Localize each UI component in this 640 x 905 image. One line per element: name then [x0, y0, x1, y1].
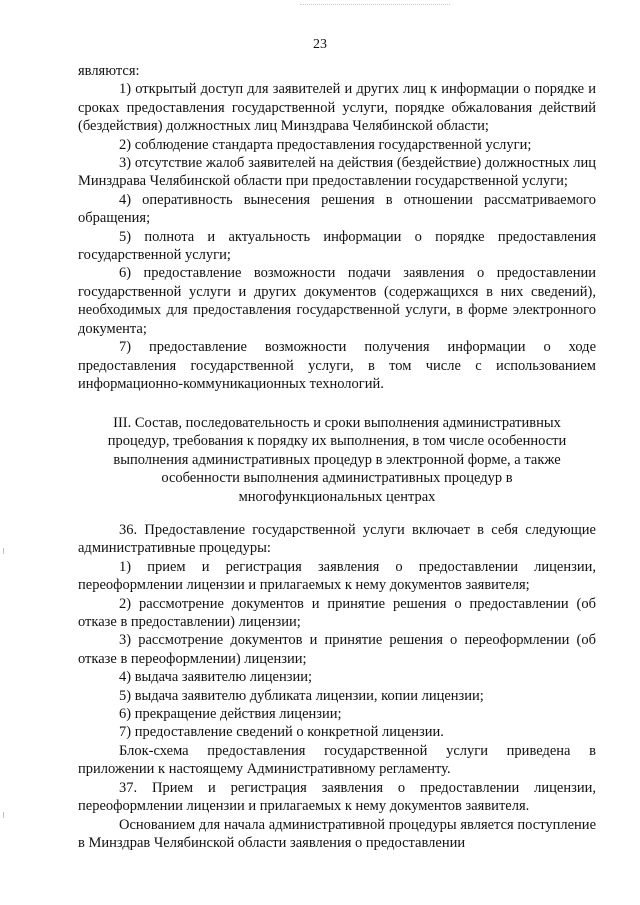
paragraph: 2) рассмотрение документов и принятие решения о предоставлении (об отказе в предоставлении) лицензии;	[78, 595, 596, 631]
paragraph: являются:	[78, 63, 140, 79]
bottom-text-block	[78, 521, 596, 852]
margin-mark	[3, 548, 4, 554]
heading-line: выполнения административных процедур в электронной форме, а также	[113, 451, 561, 468]
paragraph: 3) рассмотрение документов и принятие решения о переоформлении (об отказе в переоформлении) лицензии;	[78, 632, 596, 667]
paragraph: 5) выдача заявителю дубликата лицензии, копии лицензии;	[119, 687, 484, 704]
paragraph: Основанием для начала административной процедуры является поступление в Минздрав Челябинской области заявления о предоставлении	[78, 816, 596, 851]
paragraph: 36. Предоставление государственной услуги включает в себя следующие административные процедуры:	[78, 522, 596, 557]
paragraph: 5) полнота и актуальность информации о порядке предоставления государственной услуги;	[78, 228, 596, 264]
margin-mark	[3, 812, 4, 818]
paragraph: 7) предоставление возможности получения информации о ходе предоставления государственной услуги, в том числе с использованием информационно-коммуникационных технологий.	[78, 339, 596, 392]
paragraph: 1) открытый доступ для заявителей и других лиц к информации о порядке и сроках предоставления государственной услуги, порядке обжалования действий (бездействия) должностных лиц Минздрава Челябинской области;	[78, 81, 596, 135]
heading-line: III. Состав, последовательность и сроки выполнения административных	[113, 415, 561, 431]
paragraph: 6) прекращение действия лицензии;	[119, 706, 342, 723]
heading-line: особенности выполнения административных процедур в	[161, 470, 513, 487]
scan-artifact	[300, 4, 450, 9]
paragraph: 6) предоставление возможности подачи заявления о предоставлении государственной услуги и других документов (содержащихся в них сведений), необходимых для предоставления государственной услуги, в форме электронного документа;	[78, 265, 596, 337]
paragraph: 4) оперативность вынесения решения в отношении рассматриваемого обращения;	[78, 191, 596, 227]
paragraph: 3) отсутствие жалоб заявителей на действия (бездействие) должностных лиц Минздрава Челябинской области при предоставлении государственной услуги;	[78, 155, 596, 190]
paragraph: 1) прием и регистрация заявления о предоставлении лицензии, переоформлении лицензии и прилагаемых к нему документов заявителя;	[78, 558, 596, 594]
paragraph: 2) соблюдение стандарта предоставления государственной услуги;	[119, 136, 532, 153]
top-text-block	[78, 62, 596, 393]
heading-line: процедур, требования к порядку их выполнения, в том числе особенности	[107, 433, 567, 450]
heading-line: многофункциональных центрах	[238, 488, 436, 505]
paragraph: 7) предоставление сведений о конкретной лицензии.	[119, 724, 444, 741]
paragraph: 4) выдача заявителю лицензии;	[119, 669, 313, 686]
paragraph: 37. Прием и регистрация заявления о предоставлении лицензии, переоформлении лицензии и прилагаемых к нему документов заявителя.	[78, 779, 596, 815]
page-number: 23	[313, 37, 327, 52]
paragraph: Блок-схема предоставления государственной услуги приведена в приложении к настоящему Административному регламенту.	[78, 742, 596, 778]
section-heading	[78, 414, 596, 506]
